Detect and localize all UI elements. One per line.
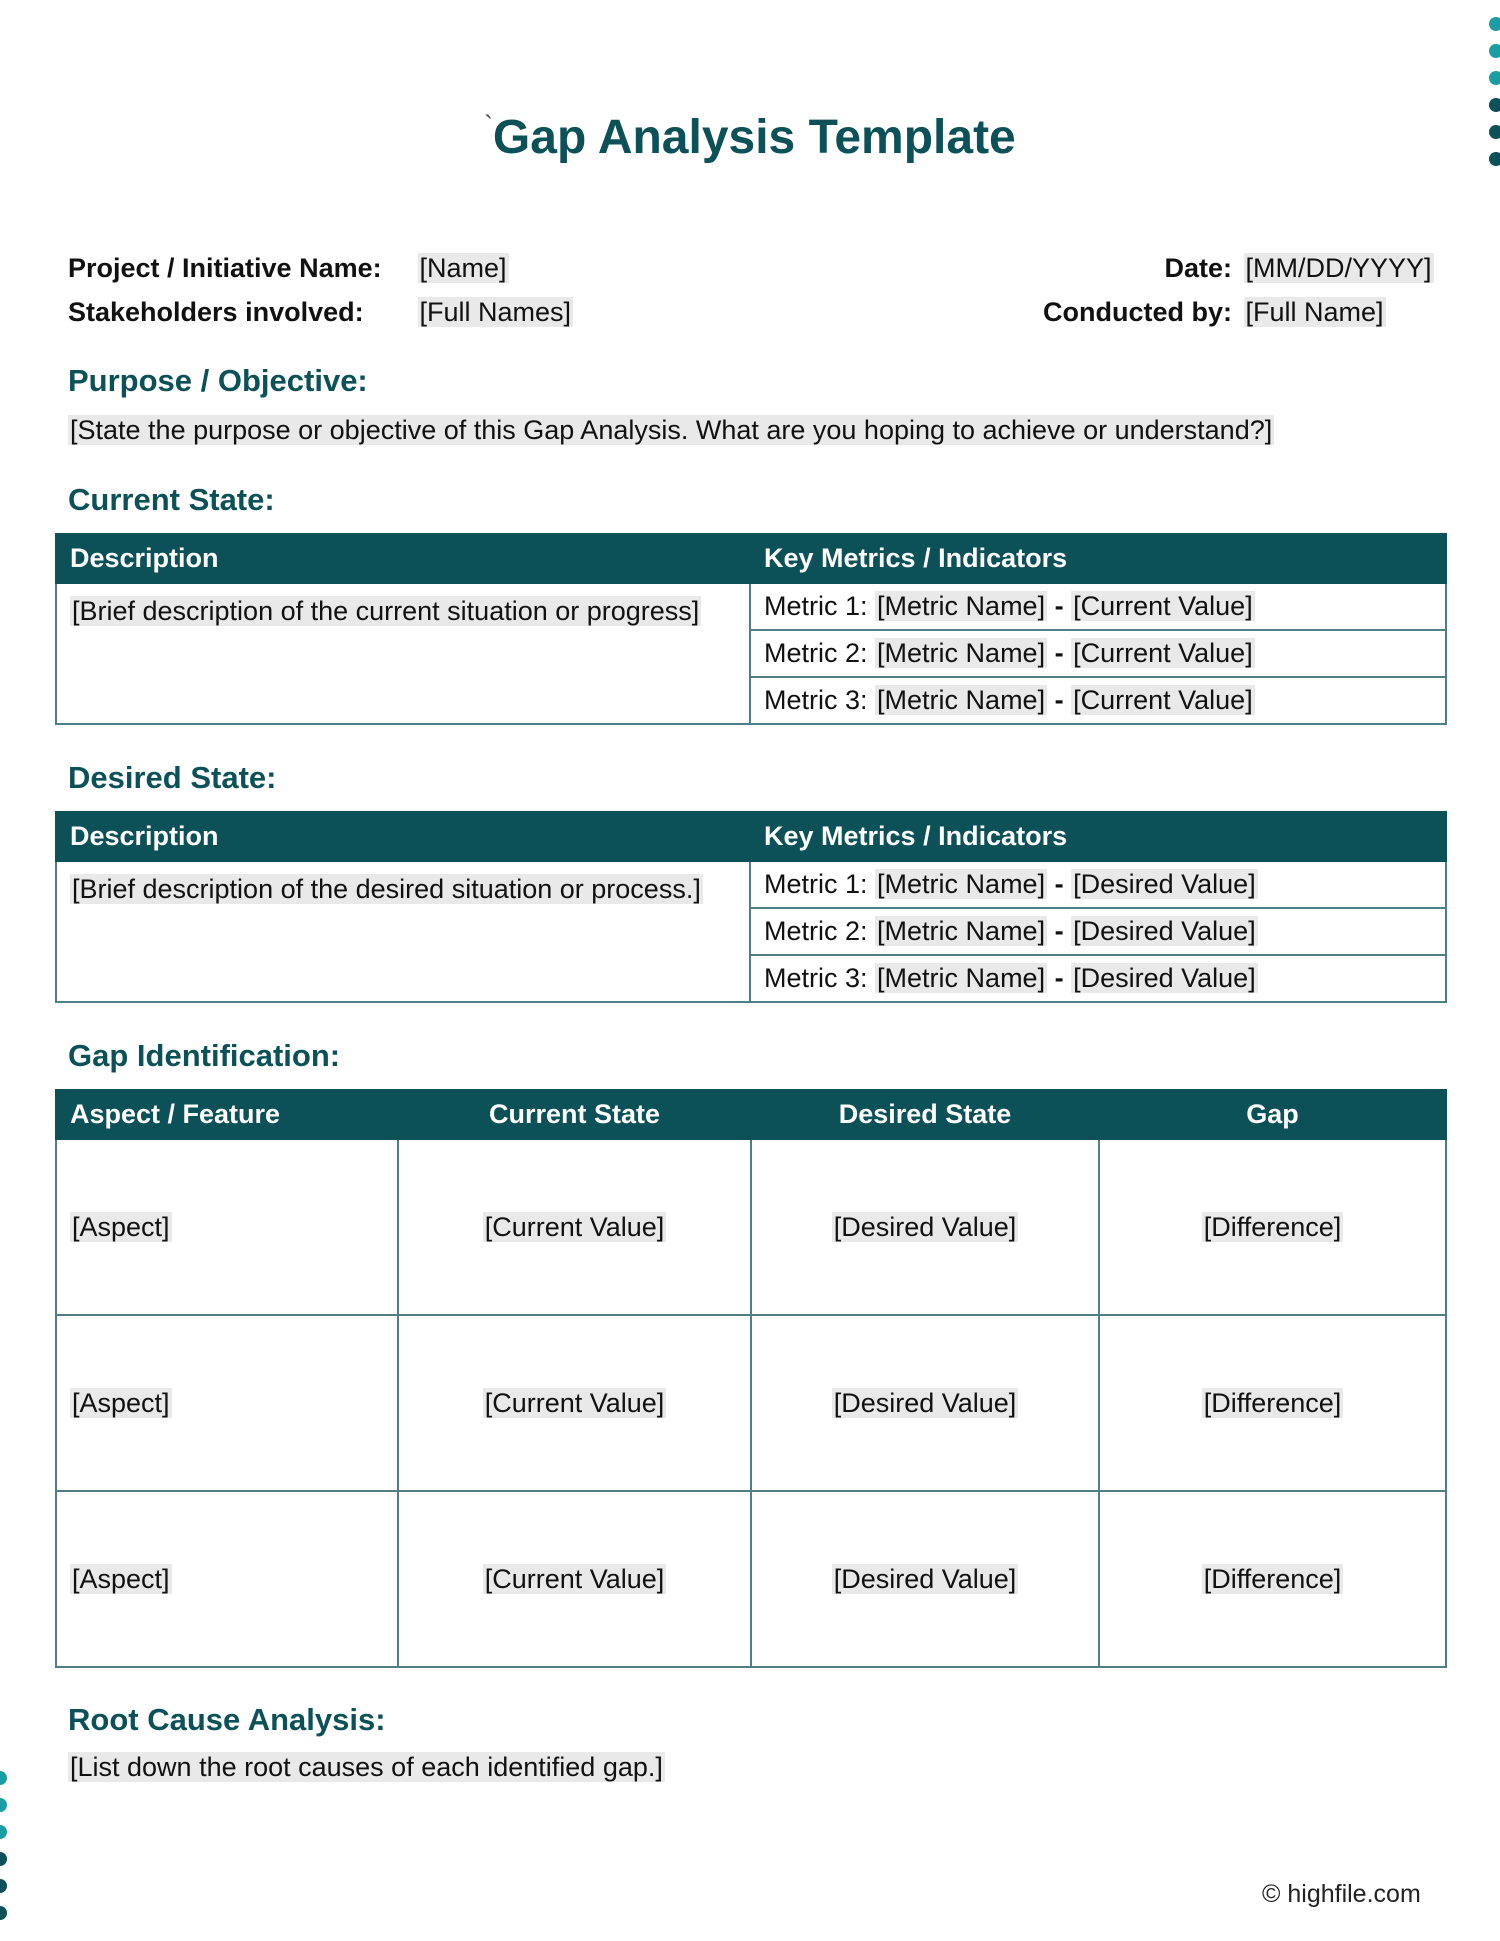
column-header-metrics: Key Metrics / Indicators bbox=[750, 534, 1446, 583]
column-header-description: Description bbox=[56, 812, 750, 861]
decorative-dot bbox=[0, 1852, 7, 1866]
table-row bbox=[56, 583, 1446, 630]
table-row bbox=[56, 1491, 1446, 1667]
decorative-dot bbox=[1489, 71, 1500, 85]
current-description-cell bbox=[56, 583, 750, 724]
table-row bbox=[56, 1315, 1446, 1491]
current-state-table bbox=[55, 533, 1447, 725]
metric-label: Metric 3: bbox=[764, 685, 868, 715]
metric-separator: - bbox=[1054, 869, 1064, 899]
metric-label: Metric 1: bbox=[764, 869, 868, 899]
current-metric-cell bbox=[750, 583, 1446, 630]
desired-value[interactable]: [Desired Value] bbox=[833, 1563, 1017, 1594]
current-description[interactable]: [Brief description of the current situation or progress] bbox=[72, 596, 700, 626]
page-title bbox=[0, 110, 1500, 165]
title-tick-mark: ` bbox=[484, 110, 493, 140]
aspect-cell bbox=[56, 1139, 398, 1315]
metric-value[interactable]: [Current Value] bbox=[1073, 591, 1253, 621]
column-header-current-state: Current State bbox=[398, 1090, 751, 1139]
current-cell bbox=[398, 1315, 751, 1491]
table-header-row bbox=[56, 534, 1446, 583]
aspect-value[interactable]: [Aspect] bbox=[72, 1563, 170, 1594]
metric-separator: - bbox=[1054, 963, 1064, 993]
footer-credit: © highfile.com bbox=[1262, 1880, 1421, 1908]
conducted-row bbox=[1000, 290, 1434, 334]
decorative-dot bbox=[0, 1879, 7, 1893]
table-row bbox=[56, 861, 1446, 908]
metric-separator: - bbox=[1054, 591, 1064, 621]
current-value[interactable]: [Current Value] bbox=[484, 1211, 665, 1242]
gap-value[interactable]: [Difference] bbox=[1203, 1387, 1342, 1418]
current-metric-cell bbox=[750, 630, 1446, 677]
decorative-dot bbox=[0, 1798, 7, 1812]
aspect-value[interactable]: [Aspect] bbox=[72, 1211, 170, 1242]
project-label: Project / Initiative Name: bbox=[68, 253, 382, 283]
current-cell bbox=[398, 1491, 751, 1667]
metric-label: Metric 2: bbox=[764, 638, 868, 668]
stakeholders-row bbox=[68, 290, 573, 334]
meta-right bbox=[1000, 246, 1434, 334]
date-value[interactable]: [MM/DD/YYYY] bbox=[1245, 253, 1432, 283]
current-state-heading: Current State: bbox=[68, 482, 275, 517]
metric-name[interactable]: [Metric Name] bbox=[877, 638, 1046, 668]
metric-label: Metric 3: bbox=[764, 963, 868, 993]
metric-label: Metric 1: bbox=[764, 591, 868, 621]
root-cause-heading: Root Cause Analysis: bbox=[68, 1702, 386, 1737]
column-header-description: Description bbox=[56, 534, 750, 583]
column-header-aspect: Aspect / Feature bbox=[56, 1090, 398, 1139]
current-value[interactable]: [Current Value] bbox=[484, 1387, 665, 1418]
decorative-dot bbox=[1489, 98, 1500, 112]
desired-metric-cell bbox=[750, 955, 1446, 1002]
gap-cell bbox=[1099, 1315, 1446, 1491]
metric-name[interactable]: [Metric Name] bbox=[877, 591, 1046, 621]
stakeholders-value[interactable]: [Full Names] bbox=[419, 297, 572, 327]
metric-label: Metric 2: bbox=[764, 916, 868, 946]
column-header-metrics: Key Metrics / Indicators bbox=[750, 812, 1446, 861]
desired-state-table bbox=[55, 811, 1447, 1003]
decorative-dots-bottom-left bbox=[0, 1771, 7, 1933]
aspect-value[interactable]: [Aspect] bbox=[72, 1387, 170, 1418]
decorative-dot bbox=[1489, 125, 1500, 139]
desired-cell bbox=[751, 1315, 1099, 1491]
desired-state-heading: Desired State: bbox=[68, 760, 277, 795]
stakeholders-label: Stakeholders involved: bbox=[68, 297, 364, 327]
project-row bbox=[68, 246, 573, 290]
desired-description[interactable]: [Brief description of the desired situation or process.] bbox=[72, 874, 701, 904]
date-row bbox=[1000, 246, 1434, 290]
metric-value[interactable]: [Current Value] bbox=[1073, 685, 1253, 715]
project-value[interactable]: [Name] bbox=[419, 253, 507, 283]
desired-cell bbox=[751, 1139, 1099, 1315]
current-metric-cell bbox=[750, 677, 1446, 724]
decorative-dot bbox=[0, 1825, 7, 1839]
decorative-dot bbox=[1489, 152, 1500, 166]
desired-value[interactable]: [Desired Value] bbox=[833, 1387, 1017, 1418]
aspect-cell bbox=[56, 1491, 398, 1667]
desired-metric-cell bbox=[750, 908, 1446, 955]
decorative-dot bbox=[0, 1906, 7, 1920]
metric-value[interactable]: [Desired Value] bbox=[1073, 916, 1256, 946]
decorative-dot bbox=[0, 1771, 7, 1785]
title-text: Gap Analysis Template bbox=[492, 111, 1016, 164]
metric-separator: - bbox=[1054, 916, 1064, 946]
metric-separator: - bbox=[1054, 685, 1064, 715]
gap-cell bbox=[1099, 1139, 1446, 1315]
metric-name[interactable]: [Metric Name] bbox=[877, 916, 1046, 946]
gap-value[interactable]: [Difference] bbox=[1203, 1563, 1342, 1594]
desired-metric-cell bbox=[750, 861, 1446, 908]
metric-value[interactable]: [Desired Value] bbox=[1073, 963, 1256, 993]
conducted-value[interactable]: [Full Name] bbox=[1245, 297, 1384, 327]
decorative-dot bbox=[1489, 17, 1500, 31]
root-cause-text-row bbox=[68, 1752, 665, 1783]
metric-value[interactable]: [Desired Value] bbox=[1073, 869, 1256, 899]
table-header-row bbox=[56, 812, 1446, 861]
metric-value[interactable]: [Current Value] bbox=[1073, 638, 1253, 668]
date-label: Date: bbox=[1164, 253, 1232, 283]
table-row bbox=[56, 1139, 1446, 1315]
column-header-gap: Gap bbox=[1099, 1090, 1446, 1139]
purpose-heading: Purpose / Objective: bbox=[68, 363, 368, 398]
root-cause-text[interactable]: [List down the root causes of each identified gap.] bbox=[70, 1752, 663, 1782]
metric-separator: - bbox=[1054, 638, 1064, 668]
metric-name[interactable]: [Metric Name] bbox=[877, 963, 1046, 993]
purpose-text[interactable]: [State the purpose or objective of this Gap Analysis. What are you hoping to achieve or understand?] bbox=[70, 415, 1273, 445]
meta-left bbox=[68, 246, 573, 334]
table-header-row bbox=[56, 1090, 1446, 1139]
decorative-dot bbox=[1489, 44, 1500, 58]
decorative-dots-top-right bbox=[1489, 17, 1500, 179]
conducted-label: Conducted by: bbox=[1043, 297, 1232, 327]
desired-description-cell bbox=[56, 861, 750, 1002]
gap-cell bbox=[1099, 1491, 1446, 1667]
gap-identification-table bbox=[55, 1089, 1447, 1668]
desired-cell bbox=[751, 1491, 1099, 1667]
purpose-text-row bbox=[68, 415, 1274, 446]
current-cell bbox=[398, 1139, 751, 1315]
metric-name[interactable]: [Metric Name] bbox=[877, 869, 1046, 899]
column-header-desired-state: Desired State bbox=[751, 1090, 1099, 1139]
current-value[interactable]: [Current Value] bbox=[484, 1563, 665, 1594]
desired-value[interactable]: [Desired Value] bbox=[833, 1211, 1017, 1242]
aspect-cell bbox=[56, 1315, 398, 1491]
gap-identification-heading: Gap Identification: bbox=[68, 1038, 341, 1073]
gap-value[interactable]: [Difference] bbox=[1203, 1211, 1342, 1242]
metric-name[interactable]: [Metric Name] bbox=[877, 685, 1046, 715]
